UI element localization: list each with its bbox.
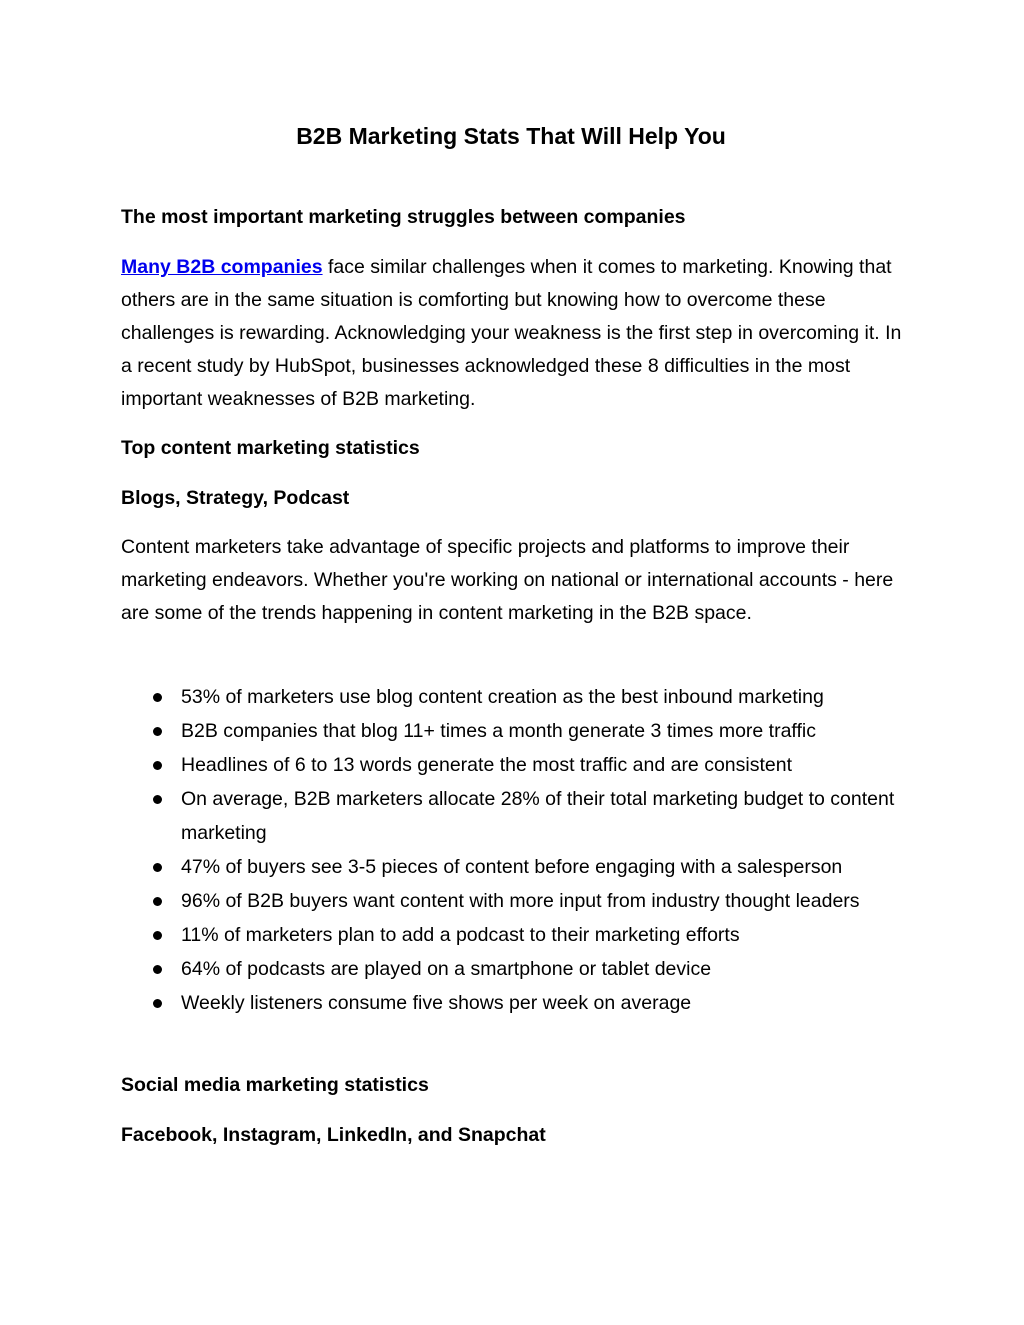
page-title: B2B Marketing Stats That Will Help You — [296, 123, 726, 149]
intro-paragraph-text: face similar challenges when it comes to marketing. Knowing that others are in the same situation is comforting but knowing how to overcome these challenges is rewarding. Acknowledging your weakness is the first step in overcoming it. In a recent study by HubSpot, businesses acknowledged these 8 difficulties in the most important weaknesses of B2B marketing. — [121, 256, 902, 410]
intro-paragraph — [121, 251, 911, 416]
list-item: B2B companies that blog 11+ times a month generate 3 times more traffic — [121, 714, 911, 748]
many-b2b-companies-link[interactable]: Many B2B companies — [121, 256, 323, 278]
list-item: 96% of B2B buyers want content with more input from industry thought leaders — [121, 884, 911, 918]
list-item: Weekly listeners consume five shows per week on average — [121, 986, 911, 1020]
list-item: 53% of marketers use blog content creation as the best inbound marketing — [121, 680, 911, 714]
list-item: 47% of buyers see 3-5 pieces of content before engaging with a salesperson — [121, 850, 911, 884]
list-item: On average, B2B marketers allocate 28% of their total marketing budget to content marketing — [121, 782, 911, 850]
subheading-social-platforms: Facebook, Instagram, LinkedIn, and Snapchat — [121, 1124, 546, 1146]
bullet-icon — [153, 897, 162, 906]
subheading-blogs-strategy-podcast: Blogs, Strategy, Podcast — [121, 487, 350, 509]
list-item: Headlines of 6 to 13 words generate the most traffic and are consistent — [121, 748, 911, 782]
content-marketing-stats-list — [121, 680, 911, 1020]
section-heading-content-marketing: Top content marketing statistics — [121, 437, 420, 459]
bullet-icon — [153, 965, 162, 974]
bullet-icon — [153, 693, 162, 702]
bullet-icon — [153, 999, 162, 1008]
section-heading-social-media: Social media marketing statistics — [121, 1074, 429, 1096]
bullet-icon — [153, 863, 162, 872]
list-item: 64% of podcasts are played on a smartphone or tablet device — [121, 952, 911, 986]
bullet-icon — [153, 931, 162, 940]
bullet-icon — [153, 761, 162, 770]
section-heading-struggles: The most important marketing struggles between companies — [121, 206, 686, 228]
content-marketing-paragraph: Content marketers take advantage of specific projects and platforms to improve their marketing endeavors. Whether you're working on national or international accounts - here are some of the trends happening in content marketing in the B2B space. — [121, 536, 894, 624]
bullet-icon — [153, 727, 162, 736]
list-item: 11% of marketers plan to add a podcast to their marketing efforts — [121, 918, 911, 952]
bullet-icon — [153, 795, 162, 804]
